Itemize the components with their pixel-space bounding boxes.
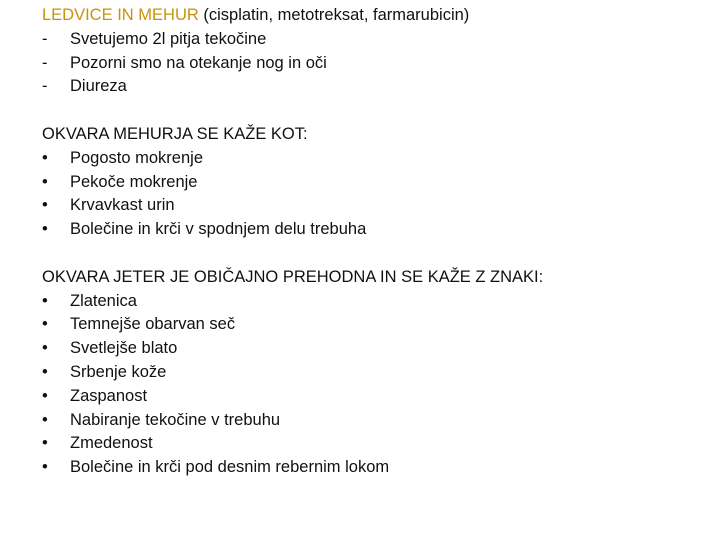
list-item [42, 313, 702, 337]
list-item-text: Zaspanost [70, 386, 148, 405]
bullet-marker: • [42, 434, 48, 453]
bullet-marker: • [42, 196, 48, 215]
dash-marker: - [42, 53, 48, 72]
list-item-text: Pekoče mokrenje [70, 172, 198, 191]
list-item [42, 171, 702, 195]
list-item [42, 75, 702, 99]
list-item-text: Srbenje kože [70, 362, 167, 381]
bullet-marker: • [42, 315, 48, 334]
bullet-marker: • [42, 362, 48, 381]
list-item-text: Pogosto mokrenje [70, 148, 203, 167]
bullet-marker: • [42, 458, 48, 477]
dash-marker: - [42, 29, 48, 48]
bullet-marker: • [42, 410, 48, 429]
list-item [42, 218, 702, 242]
list-item-text: Krvavkast urin [70, 196, 175, 215]
bullet-marker: • [42, 339, 48, 358]
list-item-text: Zmedenost [70, 434, 153, 453]
list-item [42, 194, 702, 218]
list-item-text: Pozorni smo na otekanje nog in oči [70, 53, 327, 72]
list-item-text: Svetujemo 2l pitja tekočine [70, 29, 267, 48]
spacer [42, 99, 702, 123]
list-item [42, 337, 702, 361]
list-item [42, 456, 702, 480]
list-item [42, 290, 702, 314]
list-item [42, 52, 702, 76]
bullet-marker: • [42, 148, 48, 167]
bullet-marker: • [42, 172, 48, 191]
list-item-text: Zlatenica [70, 291, 137, 310]
section1-heading [42, 4, 702, 28]
section1-heading-highlight: LEDVICE IN MEHUR [42, 6, 199, 24]
list-item-text: Bolečine in krči pod desnim rebernim lokom [70, 458, 390, 477]
section1-heading-rest: (cisplatin, metotreksat, farmarubicin) [198, 6, 470, 24]
list-item [42, 361, 702, 385]
list-item [42, 432, 702, 456]
list-item-text: Diureza [70, 77, 127, 96]
spacer [42, 242, 702, 266]
bullet-marker: • [42, 291, 48, 310]
bullet-marker: • [42, 386, 48, 405]
list-item [42, 28, 702, 52]
section3-heading-text: OKVARA JETER JE OBIČAJNO PREHODNA IN SE KAŽE Z ZNAKI: [42, 267, 544, 286]
list-item [42, 409, 702, 433]
list-item-text: Svetlejše blato [70, 339, 178, 358]
bullet-marker: • [42, 220, 48, 239]
list-item [42, 385, 702, 409]
list-item-text: Nabiranje tekočine v trebuhu [70, 410, 281, 429]
list-item-text: Bolečine in krči v spodnjem delu trebuha [70, 220, 367, 239]
section2-heading [42, 123, 702, 147]
dash-marker: - [42, 77, 48, 96]
list-item [42, 147, 702, 171]
list-item-text: Temnejše obarvan seč [70, 315, 236, 334]
slide-content [42, 4, 702, 480]
section2-heading-text: OKVARA MEHURJA SE KAŽE KOT: [42, 124, 308, 143]
section3-heading [42, 266, 702, 290]
